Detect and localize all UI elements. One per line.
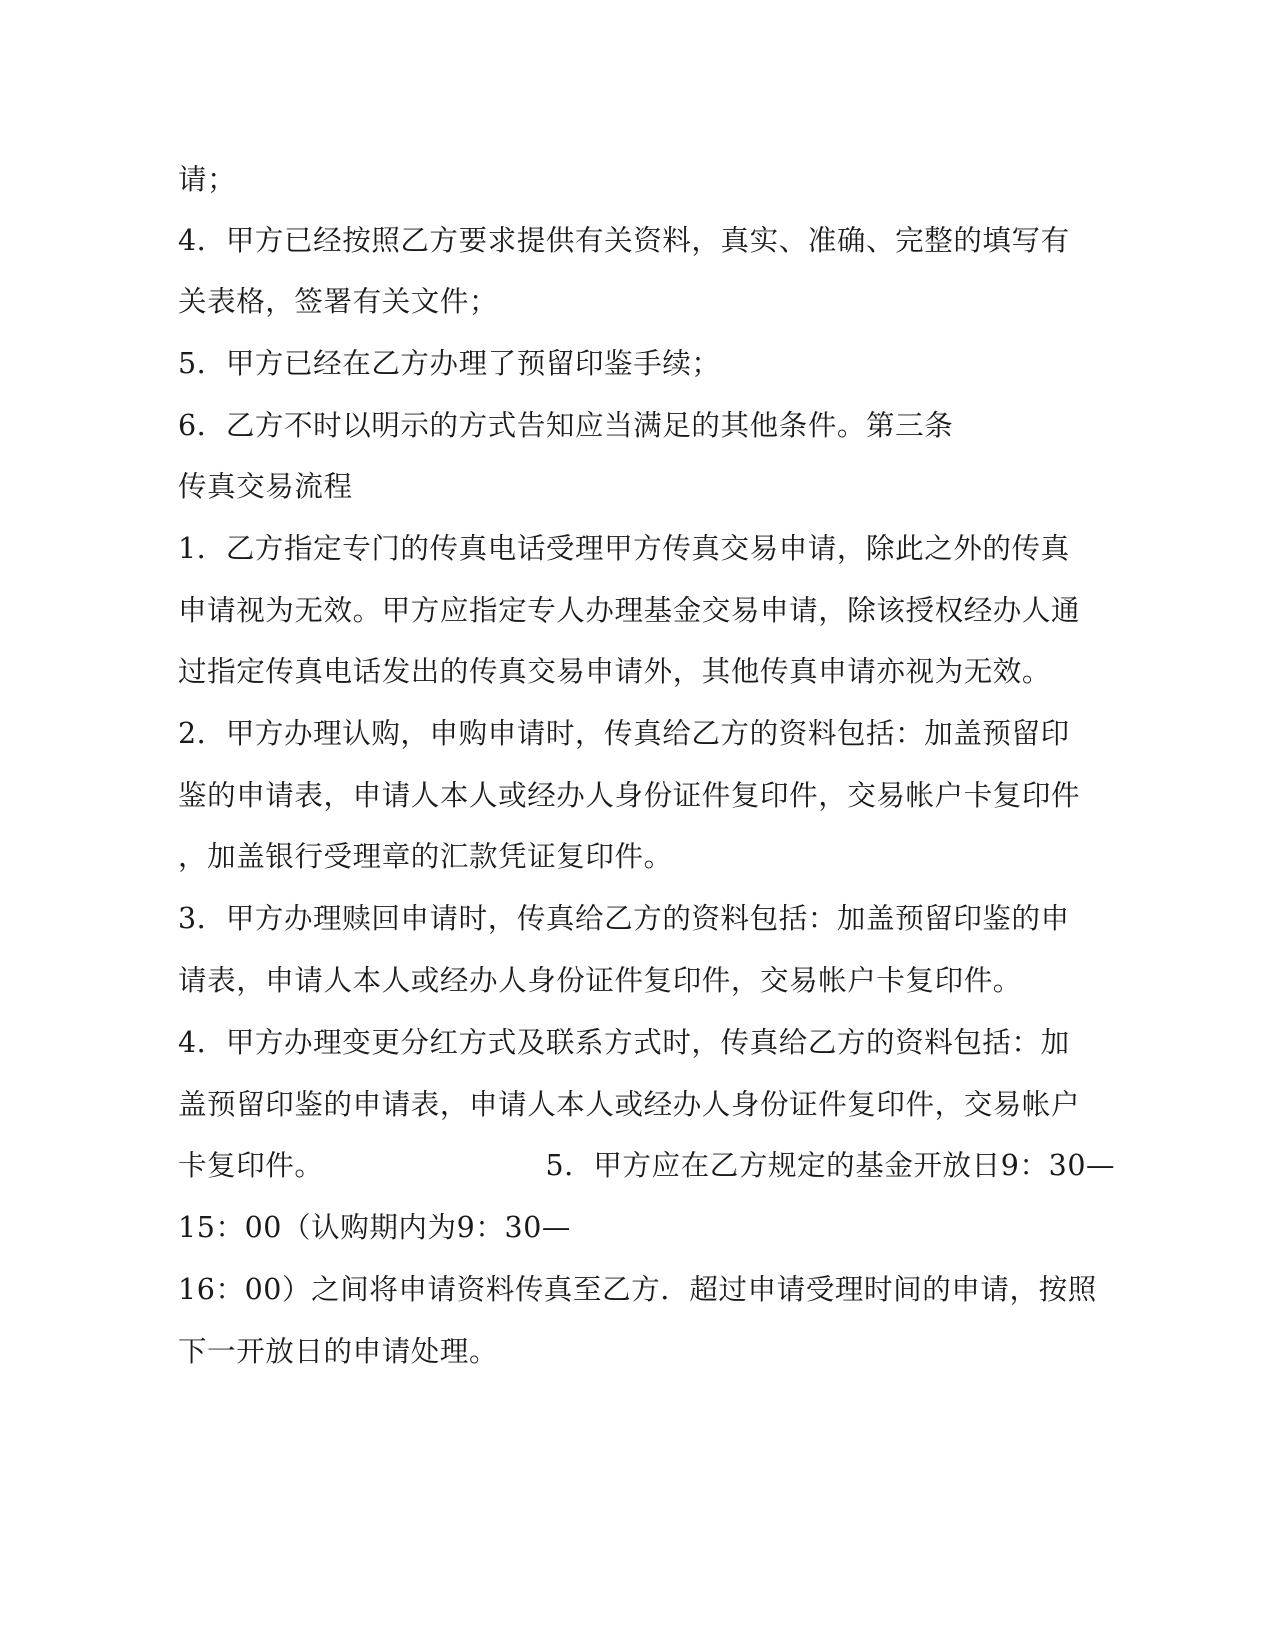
text-line: 16：00）之间将申请资料传真至乙方．超过申请受理时间的申请，按照 bbox=[178, 1273, 1097, 1306]
text-line: 1．乙方指定专门的传真电话受理甲方传真交易申请，除此之外的传真 bbox=[178, 532, 1070, 565]
text-line bbox=[178, 1148, 1115, 1184]
text-line: 6．乙方不时以明示的方式告知应当满足的其他条件。第三条 bbox=[178, 409, 954, 442]
text-line: 下一开放日的申请处理。 bbox=[178, 1335, 499, 1368]
text-line: 4．甲方已经按照乙方要求提供有关资料，真实、准确、完整的填写有 bbox=[178, 224, 1070, 257]
text-line: 申请视为无效。甲方应指定专人办理基金交易申请，除该授权经办人通 bbox=[178, 594, 1081, 627]
text-line: 鉴的申请表，申请人本人或经办人身份证件复印件，交易帐户卡复印件 bbox=[178, 779, 1081, 812]
text-line: ，加盖银行受理章的汇款凭证复印件。 bbox=[178, 840, 673, 873]
text-line: 请表，申请人本人或经办人身份证件复印件，交易帐户卡复印件。 bbox=[178, 964, 1022, 997]
text-line: 过指定传真电话发出的传真交易申请外，其他传真申请亦视为无效。 bbox=[178, 655, 1052, 688]
text-line: 3．甲方办理赎回申请时，传真给乙方的资料包括：加盖预留印鉴的申 bbox=[178, 902, 1070, 935]
text-line: 2．甲方办理认购，申购申请时，传真给乙方的资料包括：加盖预留印 bbox=[178, 717, 1070, 750]
text-line: 请； bbox=[178, 163, 237, 196]
text-segment: 卡复印件。 bbox=[178, 1149, 324, 1182]
text-line: 传真交易流程 bbox=[178, 470, 353, 503]
text-segment: 5．甲方应在乙方规定的基金开放日9：30— bbox=[545, 1149, 1116, 1182]
text-line: 15：00（认购期内为9：30— bbox=[178, 1211, 572, 1244]
text-line: 盖预留印鉴的申请表，申请人本人或经办人身份证件复印件，交易帐户 bbox=[178, 1088, 1081, 1121]
text-line: 关表格，签署有关文件； bbox=[178, 285, 499, 318]
text-line: 5．甲方已经在乙方办理了预留印鉴手续； bbox=[178, 347, 721, 380]
text-line: 4．甲方办理变更分红方式及联系方式时，传真给乙方的资料包括：加 bbox=[178, 1026, 1070, 1059]
